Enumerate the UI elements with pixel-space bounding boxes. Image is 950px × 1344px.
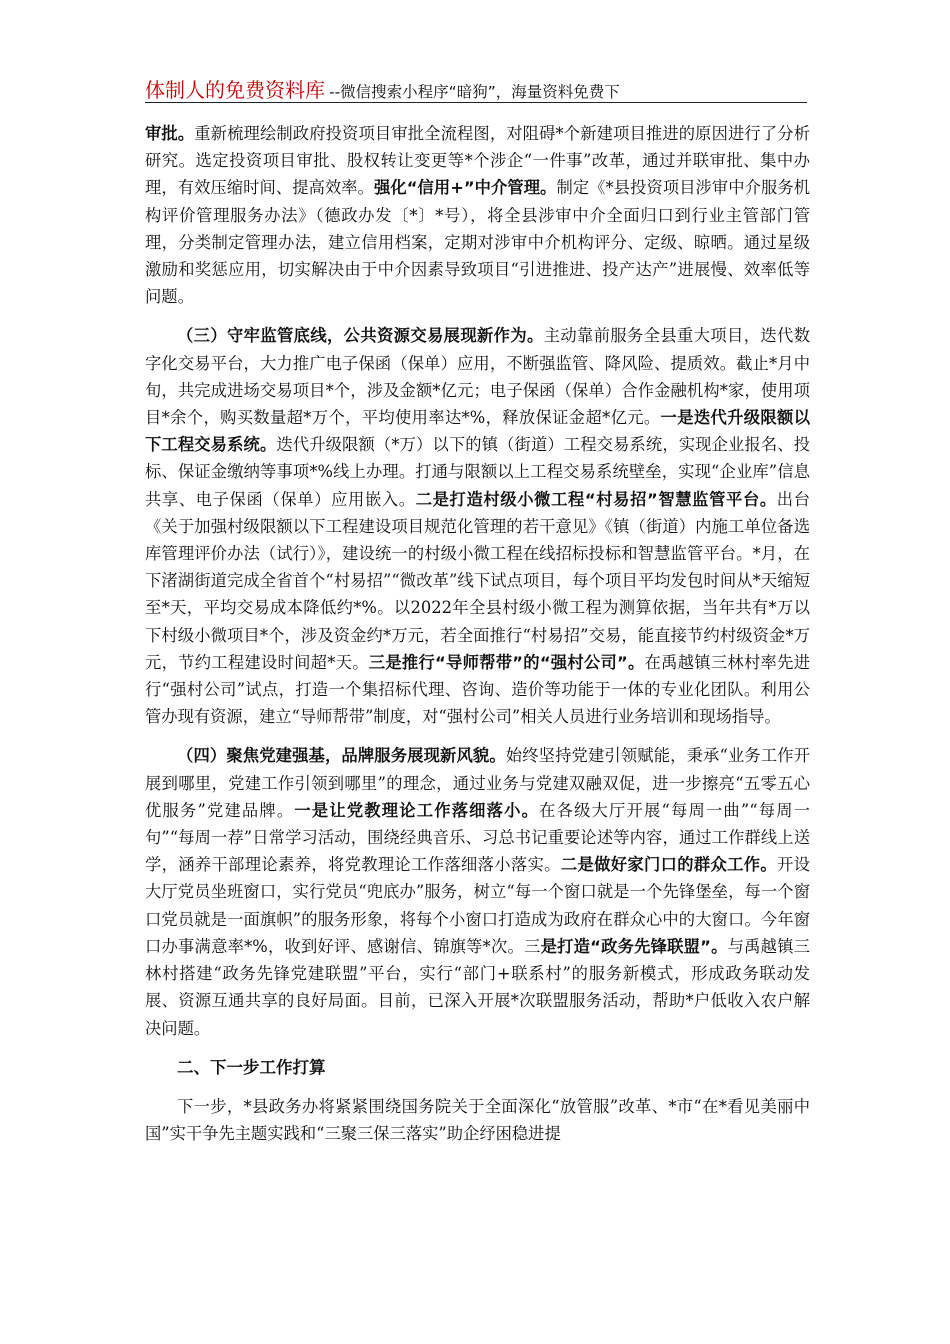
paragraph-text: 在各级大厅开展“每周一曲”“每周一句”“每周一荐”日常学习活动，围绕经典音乐、习总书记重要论述等内容，通过工作群线上送学，涵养干部理论素养，将党教理论工作落细落小落实。 <box>145 800 810 875</box>
paragraph-text: 迭代升级限额（*万）以下的镇（街道）工程交易系统，实现企业报名、投标、保证金缴纳等事项*%线上办理。打通与限额以上工程交易系统壁垒，实现“企业库”信息共享、电子保函（保单）应用嵌入。 <box>145 435 810 509</box>
bold-phrase: 强化“信用+”中介管理。 <box>374 178 557 198</box>
paragraph-text: 开设大厅党员坐班窗口，实行党员“兜底办”服务，树立“每一个窗口就是一个先锋堡垒，每一个窗口党员就是一面旗帜”的服务形象，将每个小窗口打造成为政府在群众心中的大窗口。今年窗口办事满意率*%，收到好评、感谢信、锦旗等*次。三 <box>145 855 810 956</box>
header-tagline: --微信搜索小程序“暗狗”，海量资料免费下 <box>329 83 620 101</box>
bold-phrase: 是打造“政务先锋联盟”。 <box>540 936 728 956</box>
paragraph-text: 在禹越镇三林村率先进行“强村公司”试点，打造一个集招标代理、咨询、造价等功能于一体的专业化团队。利用公管办现有资源，建立“导师帮带”制度，对“强村公司”相关人员进行业务培训和现场指导。 <box>145 652 810 727</box>
paragraph-next-steps <box>145 1093 810 1147</box>
paragraph-text: 主动靠前服务全县重大项目，迭代数字化交易平台，大力推广电子保函（保单）应用，不断强监管、降风险、提质效。截止*月中旬，共完成进场交易项目*个，涉及金额*亿元；电子保函（保单）合作金融机构*家，使用项目*余个，购买数量超*万个，平均使用率达*%，释放保证金超*亿元。 <box>145 326 810 428</box>
bold-phrase: 二是打造村级小微工程“村易招”智慧监管平台。 <box>415 489 777 509</box>
subsection-heading: （四）聚焦党建强基，品牌服务展现新风貌。 <box>177 746 506 766</box>
paragraph-text: 重新梳理绘制政府投资项目审批全流程图，对阻碍*个新建项目推进的原因进行了分析研究。选定投资项目审批、股权转让变更等*个涉企“一件事”改革，通过并联审批、集中办理，有效压缩时间、提高效率。 <box>145 124 810 198</box>
page-header <box>145 74 807 103</box>
paragraph-public-resources <box>145 322 810 730</box>
paragraph-approval <box>145 120 810 310</box>
bold-phrase: 二是做好家门口的群众工作。 <box>560 855 778 875</box>
bold-phrase: 一是让党教理论工作落细落小。 <box>294 800 540 820</box>
paragraph-text: 制定《*县投资项目涉审中介服务机构评价管理服务办法》（德政办发〔*〕*号），将全县涉审中介全面归口到行业主管部门管理，分类制定管理办法，建立信用档案，定期对涉审中介机构评分、定级、晾晒。通过星级激励和奖惩应用，切实解决由于中介因素导致项目“引进推进、投产达产”进展慢、效率低等问题。 <box>145 178 810 307</box>
bold-phrase: 一是迭代升级限额以下工程交易系统。 <box>145 408 810 455</box>
header-brand: 体制人的免费资料库 <box>145 78 325 102</box>
bold-phrase: 审批。 <box>145 124 195 143</box>
paragraph-text: 下一步，*县政务办将紧紧围绕国务院关于全面深化“放管服”改革、*市“在*看见美丽中国”实干争先主题实践和“三聚三保三落实”助企纾困稳进提 <box>145 1096 810 1143</box>
paragraph-text: 始终坚持党建引领赋能，秉承“业务工作开展到哪里，党建工作引领到哪里”的理念，通过业务与党建双融双促，进一步擦亮“五零五心优服务”党建品牌。 <box>145 746 810 820</box>
paragraph-party-building <box>145 742 810 1041</box>
bold-phrase: 三是推行“导师帮带”的“强村公司”。 <box>368 652 645 672</box>
paragraph-text: 与禹越镇三林村搭建“政务先锋党建联盟”平台，实行“部门+联系村”的服务新模式，形成政务联动发展、资源互通共享的良好局面。目前，已深入开展*次联盟服务活动，帮助*户低收入农户解决问题。 <box>145 936 810 1038</box>
paragraph-text: 出台《关于加强村级限额以下工程建设项目规范化管理的若干意见》《镇（街道）内施工单位备选库管理评价办法（试行）》，建设统一的村级小微工程在线招标投标和智慧监管平台。*月，在下渚湖街道完成全省首个“村易招”“微改革”线下试点项目，每个项目平均发包时间从*天缩短至*天，平均交易成本降低约*%。以2022年全县村级小微工程为测算依据，当年共有*万以下村级小微项目*个，涉及资金约*万元，若全面推行“村易招”交易，能直接节约村级资金*万元，节约工程建设时间超*天。 <box>145 489 810 672</box>
section-heading: 二、下一步工作打算 <box>177 1057 326 1077</box>
document-body <box>145 120 810 1159</box>
subsection-heading: （三）守牢监管底线，公共资源交易展现新作为。 <box>177 326 544 346</box>
